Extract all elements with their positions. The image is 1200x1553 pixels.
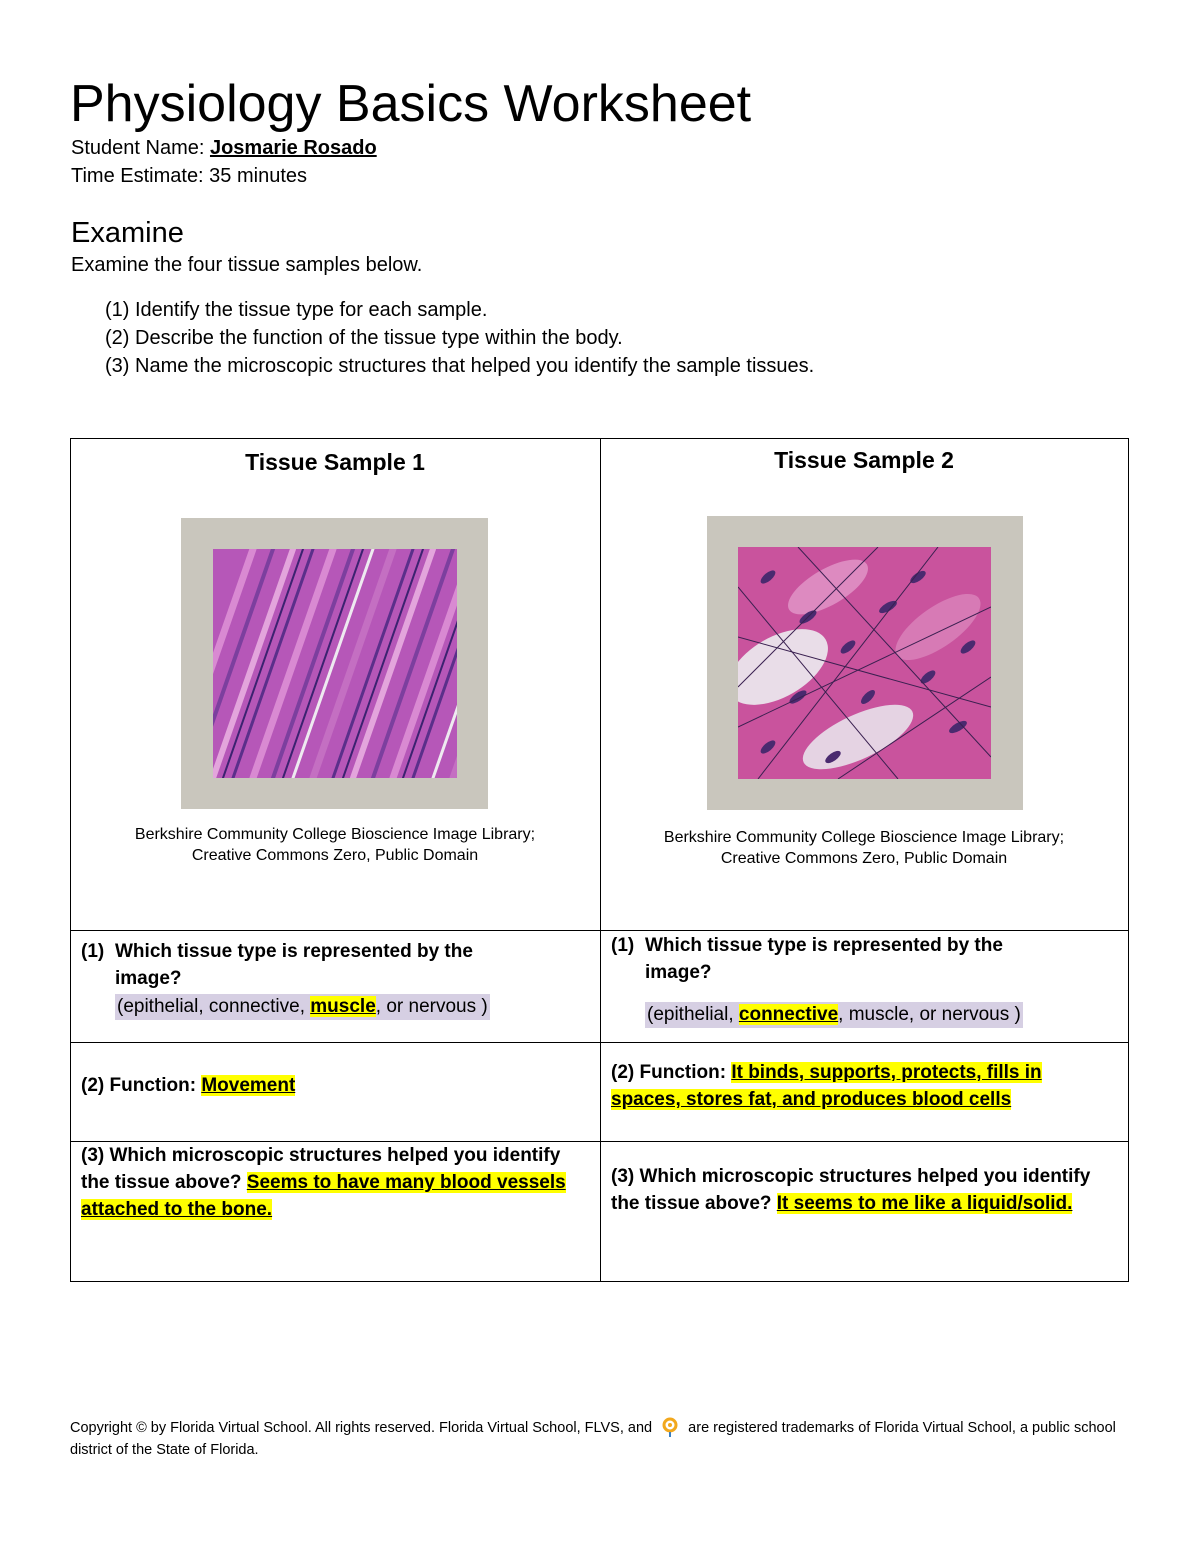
- selected-option: connective: [738, 1004, 839, 1025]
- sample-2-credit: [600, 827, 1128, 869]
- question-text: (3) Which microscopic structures helped you identify the tissue above?: [611, 1166, 1091, 1214]
- instruction-item: (1) Identify the tissue type for each sample.: [105, 299, 488, 321]
- structures-answer: It seems to me like a liquid/solid.: [776, 1193, 1073, 1214]
- sample-2-micrograph: [738, 547, 991, 779]
- sample-2-function: [611, 1059, 1116, 1113]
- question-text: Which tissue type is represented by the: [115, 941, 473, 962]
- instruction-item: (3) Name the microscopic structures that helped you identify the sample tissues.: [105, 355, 815, 377]
- student-name-label: Student Name:: [71, 137, 210, 159]
- question-text: (3) Which microscopic structures helped you identify the tissue above?: [81, 1145, 561, 1193]
- question-text: image?: [115, 968, 182, 989]
- flvs-logo-icon: [659, 1417, 681, 1439]
- student-name-value: Josmarie Rosado: [209, 137, 377, 159]
- student-name-line: [71, 136, 377, 160]
- function-answer: It binds, supports, protects, fills in spaces, stores fat, and produces blood cells: [611, 1062, 1042, 1110]
- sample-2-tissue-options: [645, 1002, 1023, 1028]
- sample-2-question-1: [611, 932, 1111, 986]
- sample-1-image-frame: [181, 518, 488, 809]
- option-text: , muscle, or nervous ): [838, 1004, 1021, 1025]
- sample-1-tissue-options: [115, 994, 490, 1020]
- sample-1-credit-line: Berkshire Community College Bioscience Image Library;: [134, 826, 536, 843]
- table-border: [1128, 438, 1129, 1282]
- sample-1-credit-line: Creative Commons Zero, Public Domain: [191, 847, 479, 864]
- copyright-text: are registered trademarks of Florida Virtual School, a public school district of the State of Florida.: [70, 1420, 1116, 1459]
- sample-2-credit-line: Berkshire Community College Bioscience Image Library;: [663, 829, 1065, 846]
- instruction-item: (2) Describe the function of the tissue type within the body.: [105, 327, 623, 349]
- page-title: Physiology Basics Worksheet: [70, 75, 752, 133]
- time-estimate: Time Estimate: 35 minutes: [71, 165, 308, 187]
- sample-2-image-frame: [707, 516, 1023, 810]
- option-text: , or nervous ): [375, 996, 488, 1017]
- sample-1-function: [81, 1072, 586, 1099]
- structures-answer: Seems to have many blood vessels attached to the bone.: [81, 1172, 566, 1220]
- function-label: (2) Function:: [81, 1075, 202, 1096]
- question-text: Which tissue type is represented by the: [645, 935, 1003, 956]
- function-answer: Movement: [201, 1075, 296, 1096]
- question-number: (1): [81, 941, 105, 962]
- question-text: image?: [645, 962, 712, 983]
- copyright-footer: [70, 1417, 1130, 1461]
- sample-1-question-3: [81, 1142, 581, 1223]
- sample-1-micrograph: [213, 549, 457, 778]
- section-heading-examine: Examine: [71, 217, 184, 249]
- option-text: (epithelial,: [647, 1004, 739, 1025]
- sample-2-title: Tissue Sample 2: [774, 447, 954, 473]
- sample-2-credit-line: Creative Commons Zero, Public Domain: [720, 850, 1008, 867]
- tissue-table: [70, 438, 1129, 1282]
- sample-1-credit: [70, 824, 600, 866]
- selected-option: muscle: [310, 996, 376, 1017]
- function-label: (2) Function:: [611, 1062, 732, 1083]
- examine-intro: Examine the four tissue samples below.: [71, 254, 423, 276]
- option-text: (epithelial, connective,: [117, 996, 311, 1017]
- sample-1-title: Tissue Sample 1: [245, 449, 425, 475]
- sample-1-question-1: [81, 938, 581, 992]
- question-number: (1): [611, 935, 635, 956]
- instruction-list: [105, 296, 814, 380]
- sample-2-question-3: [611, 1163, 1101, 1217]
- copyright-text: Copyright © by Florida Virtual School. All rights reserved. Florida Virtual School, FLVS, and: [70, 1420, 653, 1436]
